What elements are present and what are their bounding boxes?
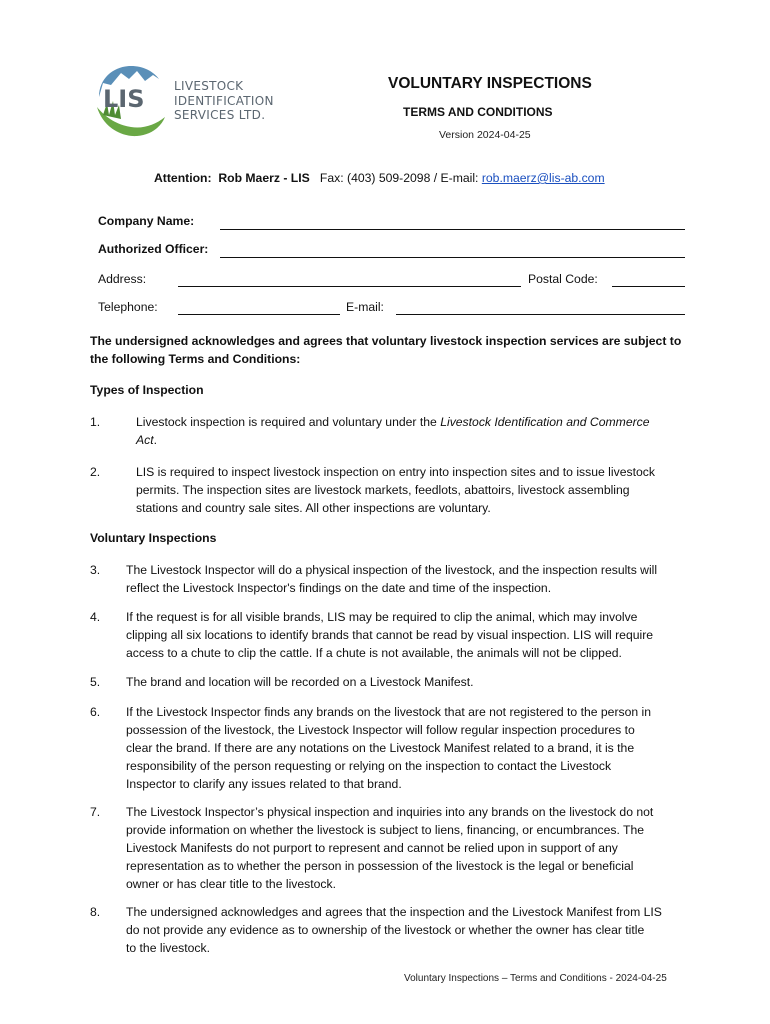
telephone-field[interactable]: [178, 314, 340, 315]
item-number: 8.: [90, 905, 101, 919]
email-field[interactable]: [396, 314, 685, 315]
item-number: 2.: [90, 465, 101, 479]
item-text: The Livestock Inspector’s physical inspection and inquiries into any brands on the livestock do not provide information on whether the livestock is subject to liens, financing, or encumbrances. The Livestock Manifests do not purport to represent and cannot be relied upon in support of any representation as to whether the person in possession of the livestock is the legal or beneficial owner or has clear title to the livestock.: [126, 805, 654, 891]
attention-label: Attention:: [154, 171, 212, 185]
company-name-field[interactable]: [220, 229, 685, 230]
logo-line-1: LIVESTOCK: [174, 79, 244, 93]
attention-name: Rob Maerz - LIS: [218, 171, 310, 185]
item-text: LIS is required to inspect livestock inspection on entry into inspection sites and to issue livestock permits. The inspection sites are livestock markets, feedlots, abattoirs, livestock assembling stations and country sale sites. All other inspections are voluntary.: [136, 465, 655, 515]
intro-paragraph: [90, 332, 681, 368]
logo-emblem-icon: [93, 63, 173, 139]
item-number: 6.: [90, 705, 101, 719]
logo-line-3: SERVICES LTD.: [174, 108, 266, 122]
postal-code-label: Postal Code:: [528, 272, 598, 286]
company-logo: [93, 63, 173, 139]
page-footer: Voluntary Inspections – Terms and Conditions - 2024-04-25: [404, 973, 667, 984]
intro-line-1: The undersigned acknowledges and agrees that voluntary livestock inspection services are subject to: [90, 334, 682, 348]
item-text: If the request is for all visible brands, LIS may be required to clip the animal, which may involve clipping all six locations to identify brands that cannot be read by visual inspection. LIS will require access to a chute to clip the cattle. If a chute is not available, the animals will not be clipped.: [126, 610, 654, 660]
document-title: VOLUNTARY INSPECTIONS: [388, 75, 592, 92]
address-label: Address:: [98, 272, 147, 286]
item-text: The Livestock Inspector will do a physical inspection of the livestock, and the inspection results will reflect the Livestock Inspector's findings on the date and time of the inspection.: [126, 563, 658, 595]
item-text: If the Livestock Inspector finds any brands on the livestock that are not registered to the person in possession of the livestock, the Livestock Inspector will follow regular inspection procedures to clear the brand. If there are any notations on the Livestock Manifest related to a brand, it is the responsibility of the person requesting or relying on the inspection to contact the Livestock Inspector to clarify any issues related to that brand.: [126, 705, 652, 791]
telephone-label: Telephone:: [98, 300, 158, 314]
attention-line: [154, 169, 605, 187]
item-number: 3.: [90, 563, 101, 577]
company-name-label: Company Name:: [98, 214, 195, 228]
intro-line-2: the following Terms and Conditions:: [90, 352, 301, 366]
item-text: The undersigned acknowledges and agrees that the inspection and the Livestock Manifest from LIS do not provide any evidence as to ownership of the livestock or whether the owner has clear title to the livestock.: [126, 905, 662, 955]
attention-fax: Fax: (403) 509-2098 / E-mail:: [319, 171, 479, 185]
authorized-officer-label: Authorized Officer:: [98, 242, 209, 256]
item-text: The brand and location will be recorded on a Livestock Manifest.: [126, 675, 474, 689]
logo-line-2: IDENTIFICATION: [174, 93, 274, 108]
item-number: 5.: [90, 675, 101, 689]
list-item: [90, 463, 682, 517]
list-item: [90, 413, 682, 449]
logo-monogram: LIS: [103, 85, 145, 113]
authorized-officer-field[interactable]: [220, 257, 685, 258]
item-number: 4.: [90, 610, 101, 624]
address-field[interactable]: [178, 286, 521, 287]
item-text: Livestock inspection is required and voluntary under the Livestock Identification and Commerce Act.: [136, 415, 650, 447]
attention-email-link[interactable]: rob.maerz@lis-ab.com: [481, 171, 605, 185]
document-version: Version 2024-04-25: [439, 129, 531, 141]
logo-wordmark: [174, 79, 274, 123]
section-heading-voluntary: Voluntary Inspections: [90, 531, 217, 545]
email-label: E-mail:: [346, 300, 384, 314]
document-subtitle: TERMS AND CONDITIONS: [403, 105, 553, 119]
section-heading-types: Types of Inspection: [90, 383, 204, 397]
item-number: 7.: [90, 805, 101, 819]
item-number: 1.: [90, 415, 101, 429]
postal-code-field[interactable]: [612, 286, 685, 287]
